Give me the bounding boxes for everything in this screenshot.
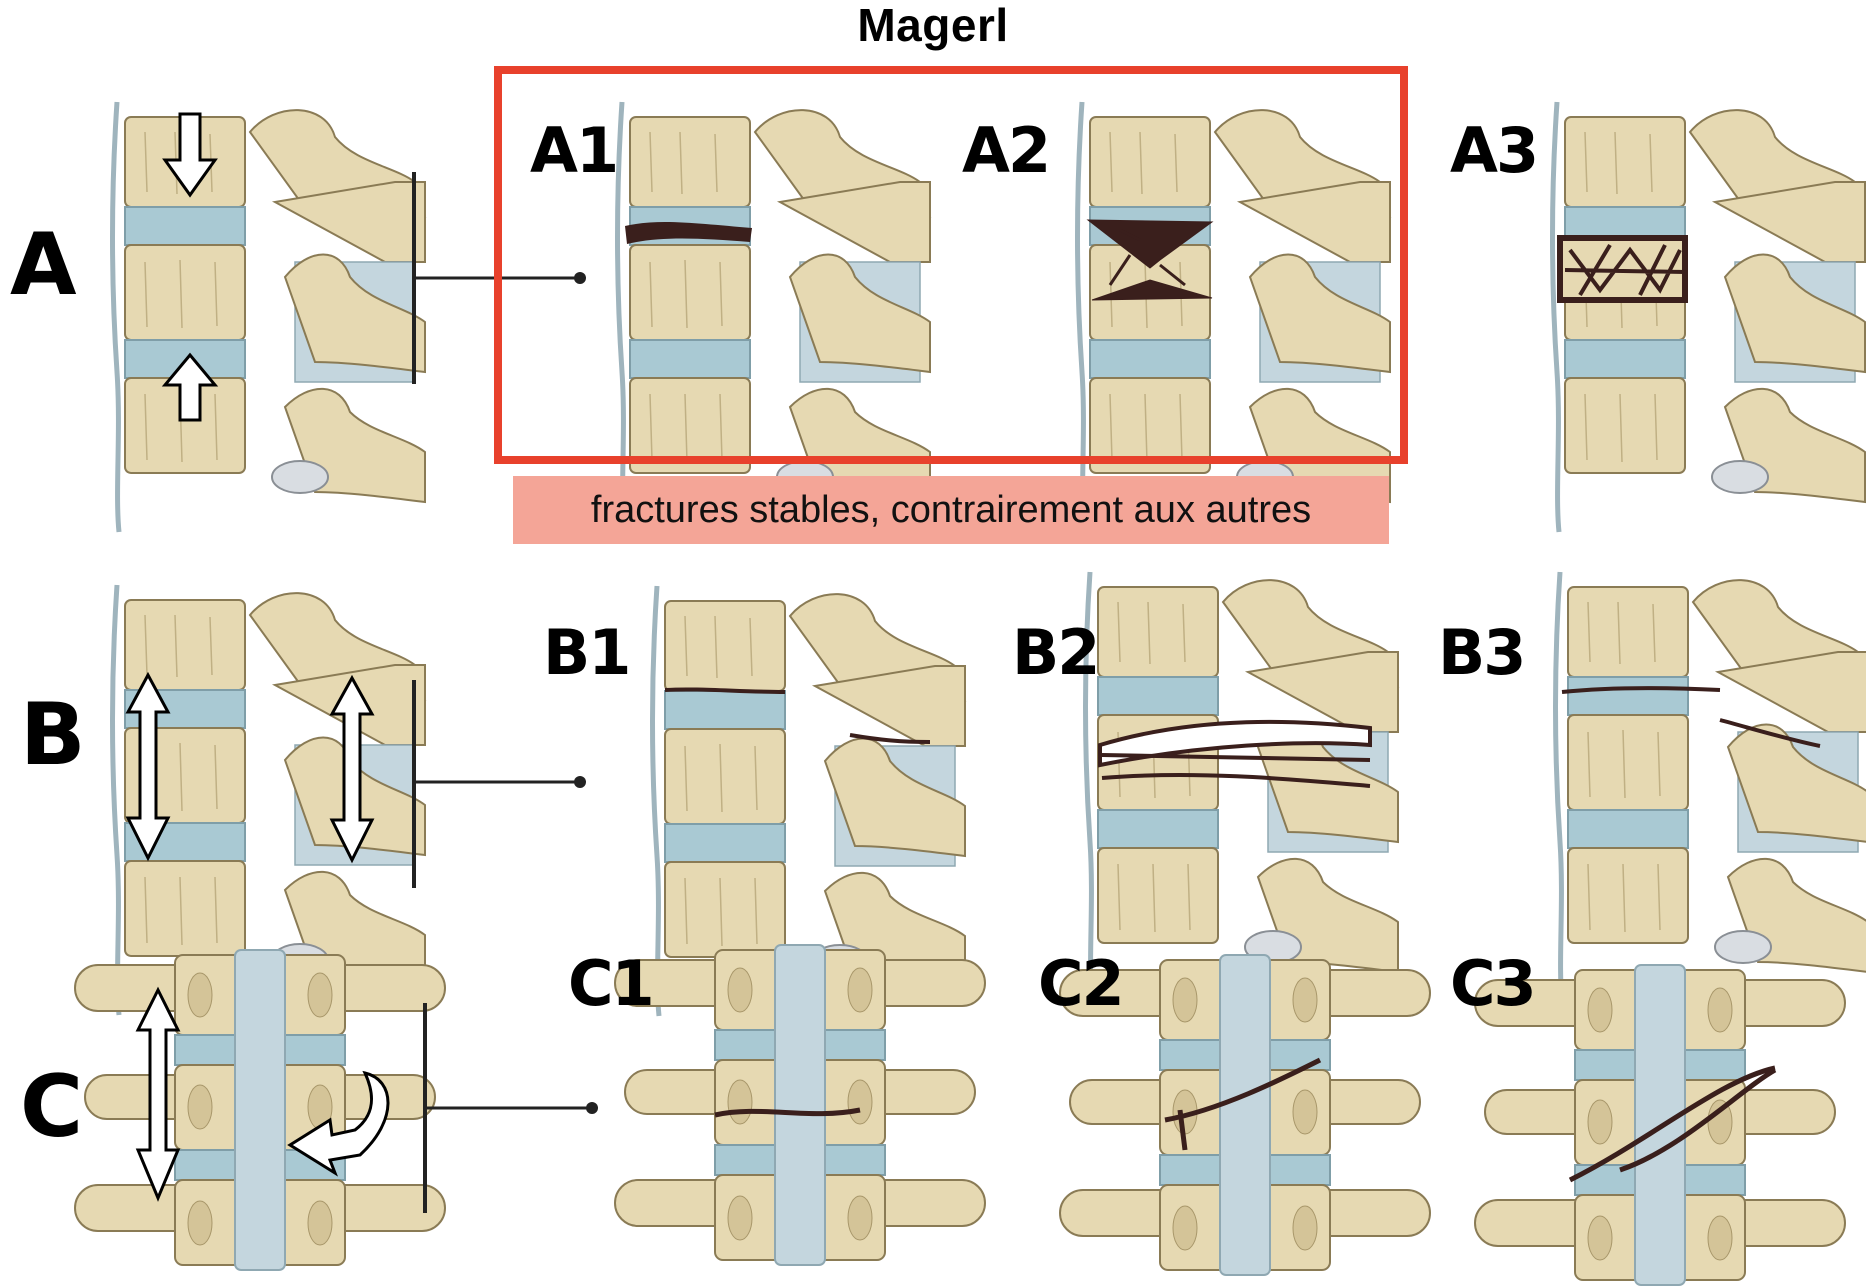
subtype-label-a1: A1 — [530, 114, 618, 187]
connector-b — [414, 680, 586, 888]
connector-c — [425, 1003, 598, 1213]
row-label-b: B — [20, 685, 86, 785]
row-label-c: C — [20, 1057, 84, 1157]
subtype-label-c3: C3 — [1450, 947, 1535, 1020]
row-label-a: A — [10, 215, 77, 315]
subtype-label-c2: C2 — [1038, 947, 1123, 1020]
fracture-a3 — [1560, 238, 1685, 300]
spine-a-overview — [113, 102, 426, 532]
spine-c1 — [615, 945, 985, 1265]
spine-a3 — [1553, 102, 1866, 532]
subtype-label-b1: B1 — [543, 616, 630, 689]
stable-fractures-highlight-box — [494, 66, 1408, 464]
figure-title: Magerl — [857, 0, 1009, 51]
subtype-label-a2: A2 — [962, 114, 1050, 187]
subtype-label-c1: C1 — [568, 947, 653, 1020]
spine-b2 — [1086, 572, 1399, 1002]
subtype-label-a3: A3 — [1450, 114, 1538, 187]
subtype-label-b3: B3 — [1438, 616, 1525, 689]
stable-fractures-note: fractures stables, contrairement aux autres — [513, 476, 1389, 544]
subtype-label-b2: B2 — [1012, 616, 1099, 689]
spine-b3 — [1556, 572, 1866, 1002]
fracture-c1 — [715, 1110, 860, 1115]
spine-c-overview — [75, 950, 445, 1270]
